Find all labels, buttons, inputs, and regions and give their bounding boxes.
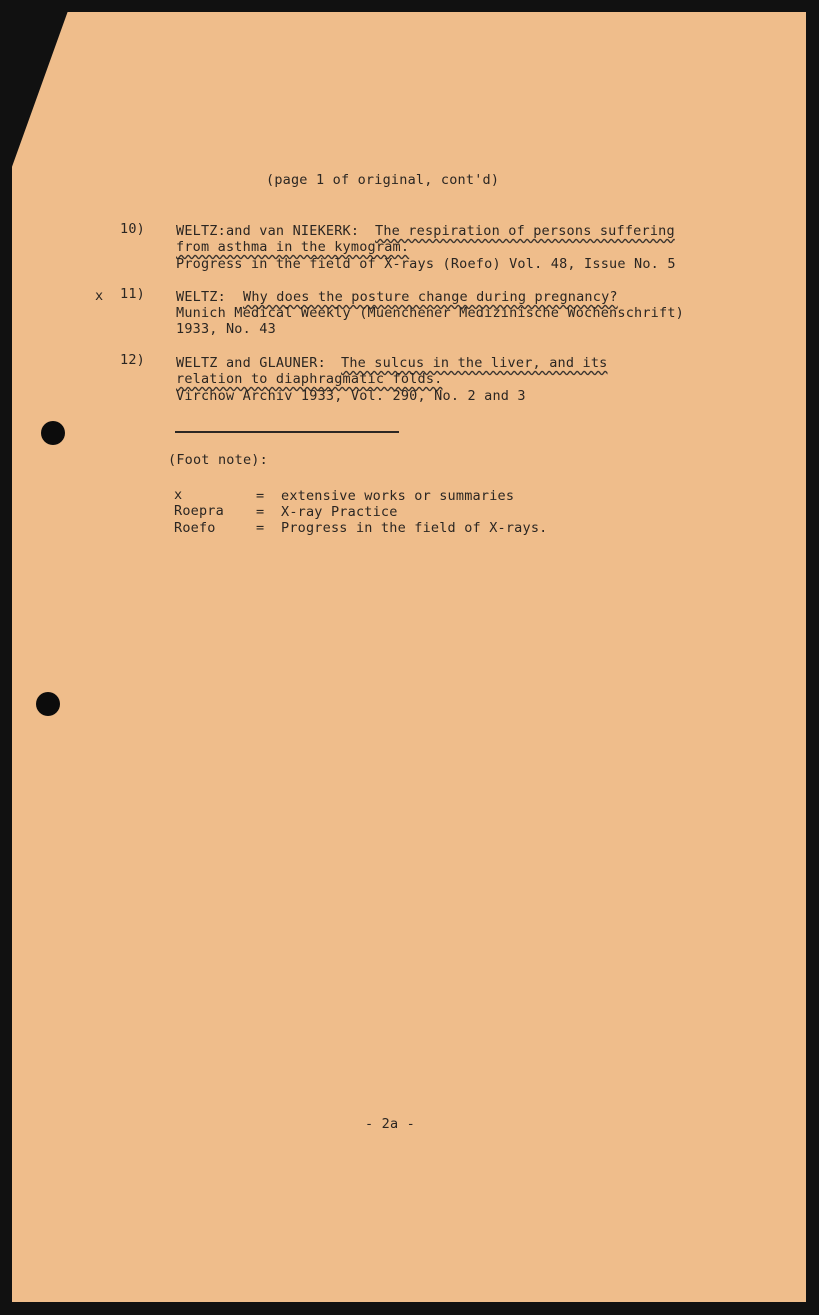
footnote-meaning: extensive works or summaries <box>281 488 515 504</box>
punch-hole <box>36 692 60 716</box>
entry-number: 11) <box>120 286 145 302</box>
footnote-term: Roefo <box>174 520 216 536</box>
entry-authors: WELTZ: <box>176 289 226 305</box>
entry-source: Progress in the field of X-rays (Roefo) Vol. 48, Issue No. 5 <box>176 256 676 272</box>
entry-title: Why does the posture change during pregnancy? <box>243 289 618 305</box>
entry-number: 12) <box>120 352 145 368</box>
document-page <box>12 12 806 1302</box>
entry-authors: WELTZ:and van NIEKERK: <box>176 223 360 239</box>
footnote-meaning: Progress in the field of X-rays. <box>281 520 548 536</box>
entry-title: from asthma in the kymogram. <box>176 239 410 255</box>
entry-title: The sulcus in the liver, and its <box>341 355 608 371</box>
punch-hole <box>41 421 65 445</box>
footnote-sep: = <box>256 488 265 504</box>
entry-mark: x <box>95 288 104 304</box>
entry-title: The respiration of persons suffering <box>375 223 675 239</box>
footnote-term: Roepra <box>174 503 224 519</box>
page-header: (page 1 of original, cont'd) <box>266 172 500 188</box>
separator-rule <box>175 431 399 433</box>
page-number: - 2a - <box>365 1116 415 1132</box>
entry-source: Virchow Archiv 1933, Vol. 290, No. 2 and 3 <box>176 388 526 404</box>
footnote-meaning: X-ray Practice <box>281 504 398 520</box>
entry-number: 10) <box>120 221 145 237</box>
footnote-term: x <box>174 487 183 503</box>
footnote-sep: = <box>256 504 265 520</box>
entry-source: 1933, No. 43 <box>176 321 276 337</box>
footnote-sep: = <box>256 520 265 536</box>
entry-source: Munich Medical Weekly (Muenchener Medizinische Wochenschrift) <box>176 305 684 321</box>
footnote-heading: (Foot note): <box>168 452 268 468</box>
entry-title: relation to diaphragmatic folds. <box>176 371 443 387</box>
entry-authors: WELTZ and GLAUNER: <box>176 355 326 371</box>
